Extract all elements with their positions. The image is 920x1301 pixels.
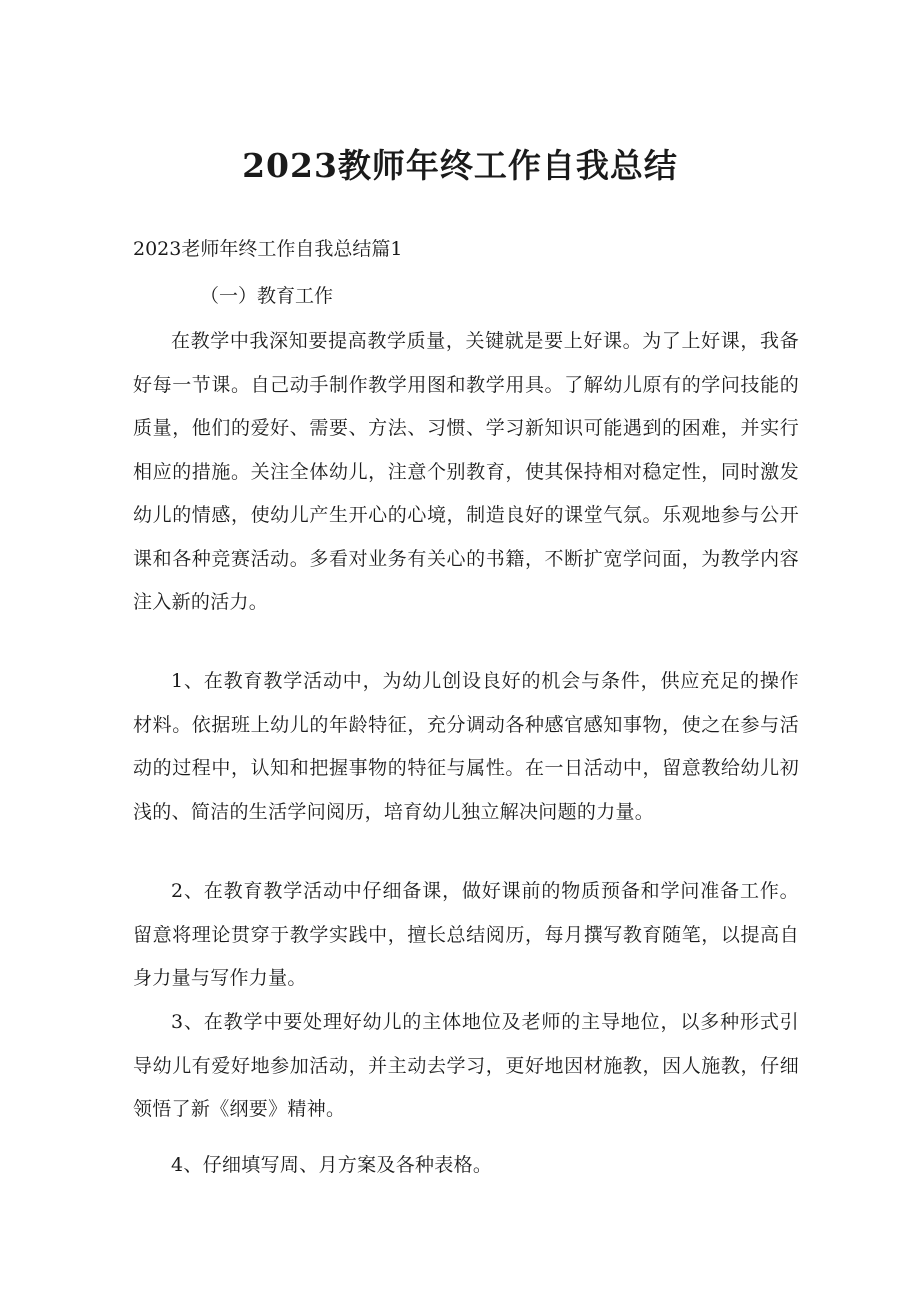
paragraph-item-1 xyxy=(133,660,799,834)
section-heading: （一）教育工作 xyxy=(200,285,334,307)
paragraph-item-3 xyxy=(133,1001,799,1132)
paragraph-intro xyxy=(133,320,799,625)
paragraph-text: 3、在教学中要处理好幼儿的主体地位及老师的主导地位，以多种形式引导幼儿有爱好地参加活动，并主动去学习，更好地因材施教，因人施教，仔细领悟了新《纲要》精神。 xyxy=(133,1011,799,1120)
paragraph-item-4 xyxy=(133,1144,799,1188)
document-subtitle: 2023老师年终工作自我总结篇1 xyxy=(133,238,403,260)
document-title: 2023教师年终工作自我总结 xyxy=(242,146,678,185)
paragraph-text: 1、在教育教学活动中，为幼儿创设良好的机会与条件，供应充足的操作材料。依据班上幼儿的年龄特征，充分调动各种感官感知事物，使之在参与活动的过程中，认知和把握事物的特征与属性。在一日活动中，留意教给幼儿初浅的、简洁的生活学问阅历，培育幼儿独立解决问题的力量。 xyxy=(133,670,799,823)
paragraph-text: 在教学中我深知要提高教学质量，关键就是要上好课。为了上好课，我备好每一节课。自己动手制作教学用图和教学用具。了解幼儿原有的学问技能的质量，他们的爱好、需要、方法、习惯、学习新知识可能遇到的困难，并实行相应的措施。关注全体幼儿，注意个别教育，使其保持相对稳定性，同时激发幼儿的情感，使幼儿产生开心的心境，制造良好的课堂气氛。乐观地参与公开课和各种竞赛活动。多看对业务有关心的书籍，不断扩宽学问面，为教学内容注入新的活力。 xyxy=(133,330,799,613)
paragraph-text: 2、在教育教学活动中仔细备课，做好课前的物质预备和学问准备工作。留意将理论贯穿于教学实践中，擅长总结阅历，每月撰写教育随笔，以提高自身力量与写作力量。 xyxy=(133,880,799,989)
paragraph-item-2 xyxy=(133,870,799,1001)
paragraph-text: 4、仔细填写周、月方案及各种表格。 xyxy=(171,1154,493,1176)
